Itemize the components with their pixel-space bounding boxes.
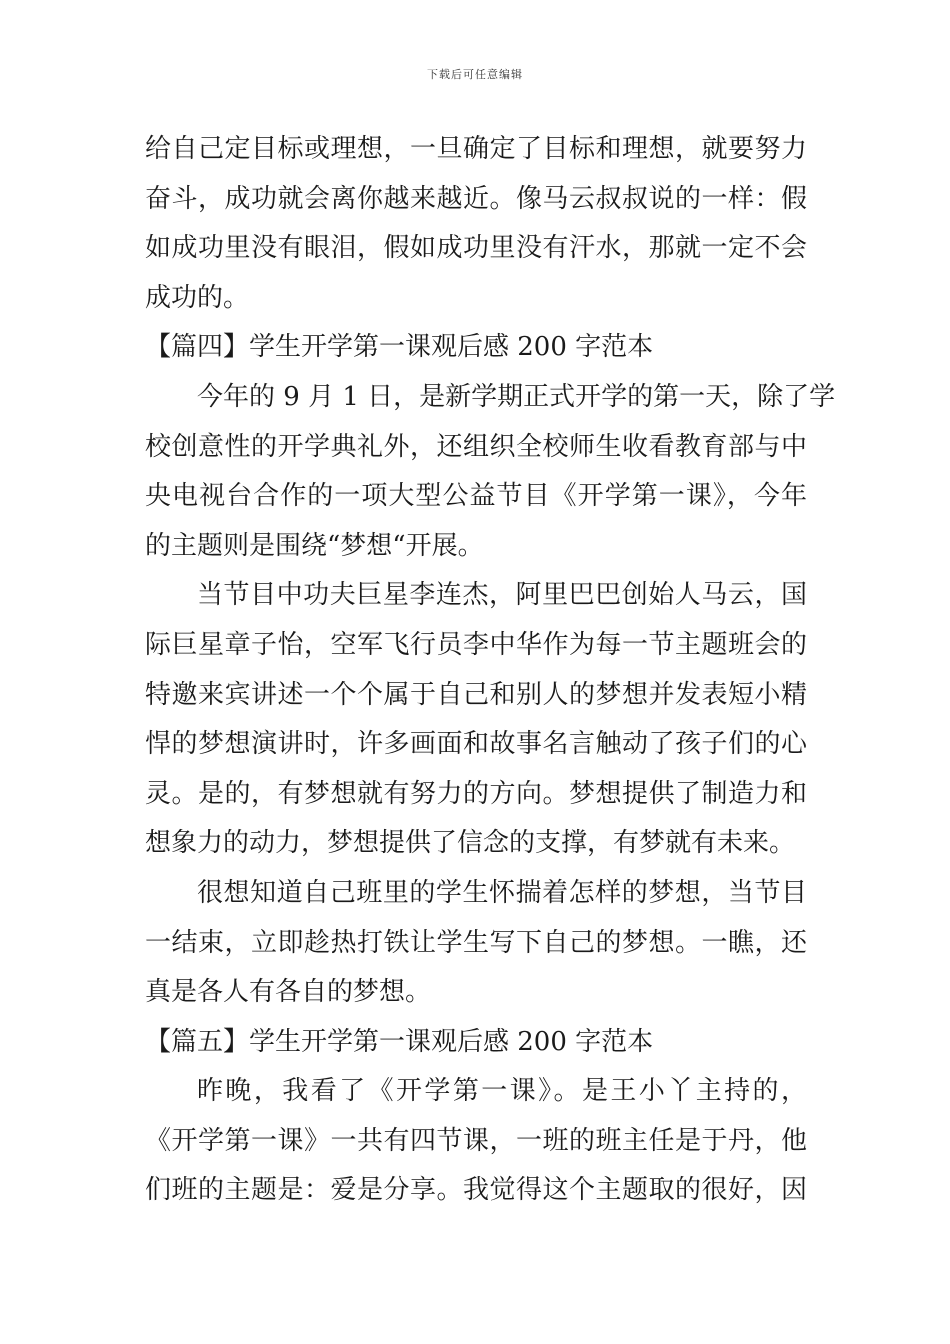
text-line: 校创意性的开学典礼外，还组织全校师生收看教育部与中 [145,431,807,462]
text-line: 灵。是的，有梦想就有努力的方向。梦想提供了制造力和 [145,778,807,809]
heading-text: 【篇四】学生开学第一课观后感 200 字范本 [145,332,654,363]
section-heading-4 [145,323,807,373]
text-line: 奋斗，成功就会离你越来越近。像马云叔叔说的一样：假 [145,183,807,214]
text-line: 成功的。 [145,282,250,313]
text-line: 悍的梦想演讲时，许多画面和故事名言触动了孩子们的心 [145,729,807,760]
heading-text: 【篇五】学生开学第一课观后感 200 字范本 [145,1026,654,1057]
section-heading-5 [145,1018,807,1068]
text-line: 们班的主题是：爱是分享。我觉得这个主题取的很好，因 [145,1175,807,1206]
text-line: 的主题则是围绕“梦想“开展。 [145,530,484,561]
paragraph [145,869,807,1018]
text-line: 《开学第一课》一共有四节课，一班的班主任是于丹，他 [145,1125,807,1156]
text-line: 一结束，立即趁热打铁让学生写下自己的梦想。一瞧，还 [145,927,807,958]
text-line: 央电视台合作的一项大型公益节目《开学第一课》，今年 [145,481,807,512]
paragraph [145,571,807,869]
text-line: 很想知道自己班里的学生怀揣着怎样的梦想，当节目 [197,877,807,908]
text-line: 今年的 9 月 1 日，是新学期正式开学的第一天，除了学 [197,381,836,412]
text-line: 真是各人有各自的梦想。 [145,977,432,1008]
text-line: 当节目中功夫巨星李连杰，阿里巴巴创始人马云，国 [197,580,807,611]
paragraph-continuation [145,125,807,323]
text-line: 特邀来宾讲述一个个属于自己和别人的梦想并发表短小精 [145,679,807,710]
text-line: 想象力的动力，梦想提供了信念的支撑，有梦就有未来。 [145,828,796,859]
paragraph [145,373,836,571]
text-line: 际巨星章子怡，空军飞行员李中华作为每一节主题班会的 [145,629,807,660]
document-body [145,125,836,1216]
text-line: 昨晚，我看了《开学第一课》。是王小丫主持的， [197,1076,807,1107]
text-line: 给自己定目标或理想，一旦确定了目标和理想，就要努力 [145,134,807,164]
page-header-note: 下载后可任意编辑 [427,68,523,81]
paragraph [145,1067,807,1216]
text-line: 如成功里没有眼泪，假如成功里没有汗水，那就一定不会 [145,233,807,264]
